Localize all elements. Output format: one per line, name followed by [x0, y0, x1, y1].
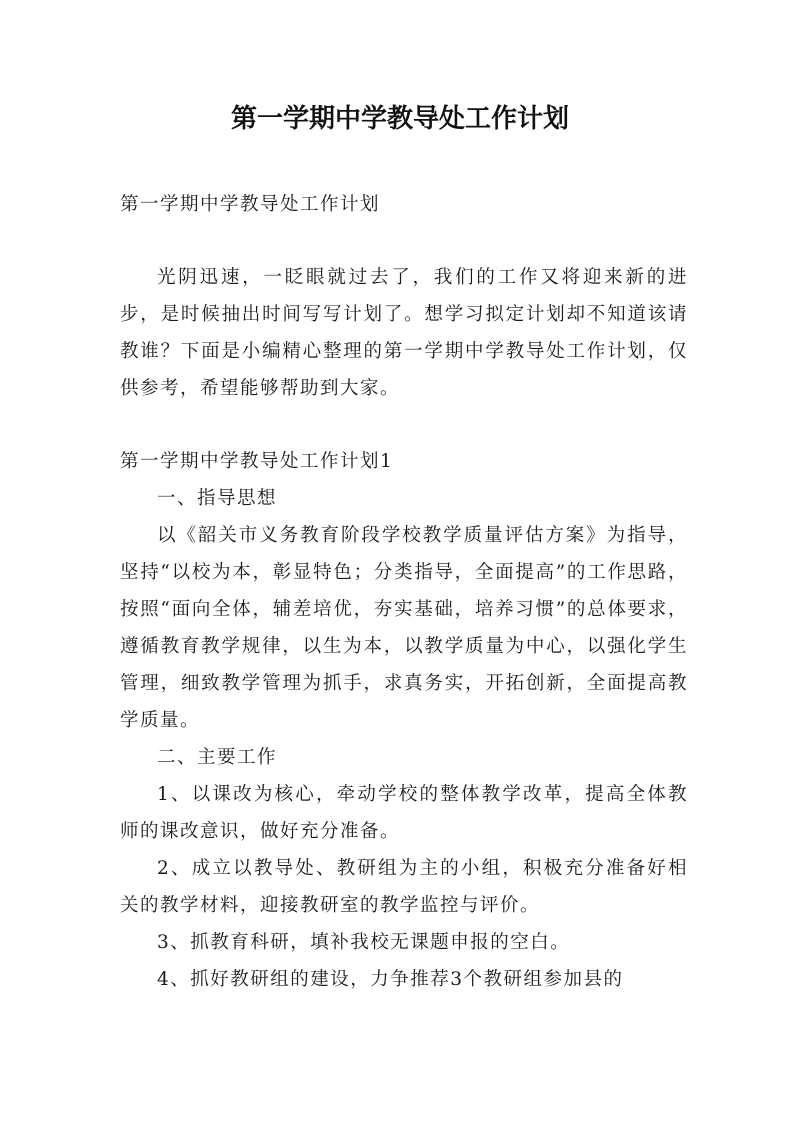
work-item-2: 2、成立以教导处、教研组为主的小组，积极充分准备好相关的教学材料，迎接教研室的教学监控与评价。 [120, 858, 688, 916]
guiding-ideology-paragraph: 以《韶关市义务教育阶段学校教学质量评估方案》为指导，坚持“以校为本，彰显特色；分类指导，全面提高”的工作思路，按照“面向全体，辅差培优，夯实基础，培养习惯”的总体要求，遵循教育教学规律，以生为本，以教学质量为中心，以强化学生管理，细致教学管理为抓手，求真务实，开拓创新，全面提高教学质量。 [120, 525, 688, 731]
work-item-1: 1、以课改为核心，牵动学校的整体教学改革，提高全体教师的课改意识，做好充分准备。 [120, 784, 688, 842]
heading-main-work: 二、主要工作 [157, 747, 278, 768]
document-body [120, 186, 688, 998]
intro-paragraph: 光阴迅速，一眨眼就过去了，我们的工作又将迎来新的进步，是时候抽出时间写写计划了。想学习拟定计划却不知道该请教谁？下面是小编精心整理的第一学期中学教导处工作计划，仅供参考，希望能够帮助到大家。 [120, 267, 688, 399]
heading-guiding-ideology: 一、指导思想 [157, 488, 278, 509]
work-item-4: 4、抓好教研组的建设，力争推荐3个教研组参加县的 [157, 969, 624, 990]
section-heading: 第一学期中学教导处工作计划1 [120, 451, 394, 472]
work-item-3: 3、抓教育科研，填补我校无课题申报的空白。 [157, 932, 571, 953]
document-title: 第一学期中学教导处工作计划 [230, 104, 569, 134]
document-subtitle: 第一学期中学教导处工作计划 [120, 194, 381, 215]
